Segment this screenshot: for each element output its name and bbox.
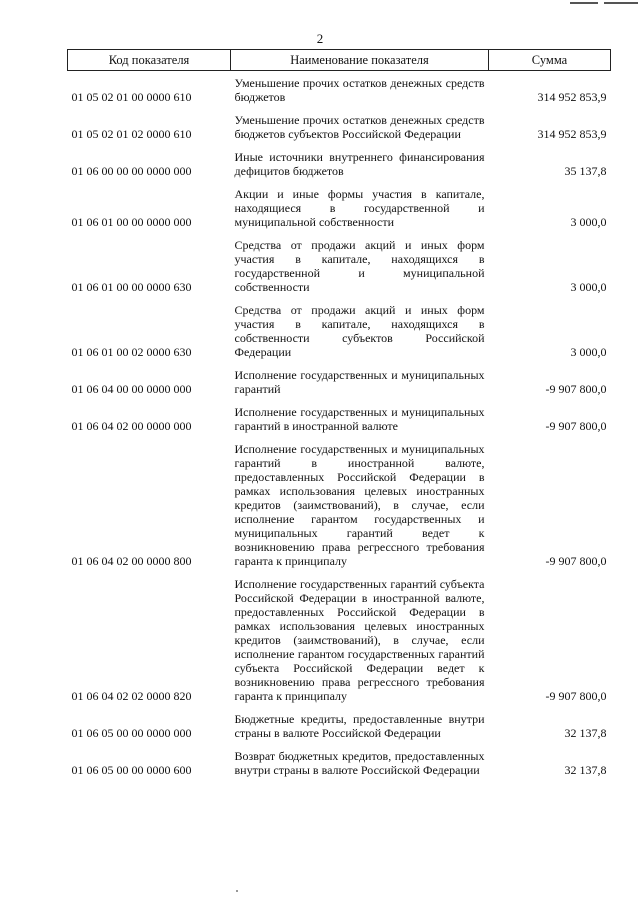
row-code: 01 06 05 00 00 0000 000 bbox=[71, 726, 192, 740]
table-header-row bbox=[68, 50, 611, 71]
row-sum: -9 907 800,0 bbox=[545, 419, 607, 433]
row-sum: 35 137,8 bbox=[564, 164, 607, 178]
budget-sources-table bbox=[67, 49, 611, 781]
row-code: 01 06 04 02 00 0000 800 bbox=[71, 554, 192, 568]
row-sum: -9 907 800,0 bbox=[545, 689, 607, 703]
table-row bbox=[68, 71, 611, 109]
row-code: 01 06 01 00 00 0000 000 bbox=[71, 215, 192, 229]
page-number: 2 bbox=[316, 31, 324, 46]
header-code: Код показателя bbox=[68, 50, 231, 71]
table-row bbox=[68, 437, 611, 572]
row-code: 01 06 04 02 02 0000 820 bbox=[71, 689, 192, 703]
row-name: Исполнение государственных и муниципальных гарантий в иностранной валюте, предоставленных Российской Федерации в рамках использования целевых иностранных кредитов (заимствований), в случае, если исполнение гарантом государственных и муниципальных гарантий ведет к возникновению права регрессного требования гаранта к принципалу bbox=[234, 442, 485, 568]
row-sum: 3 000,0 bbox=[570, 215, 607, 229]
row-name: Уменьшение прочих остатков денежных средств бюджетов bbox=[234, 76, 485, 104]
row-code: 01 06 01 00 00 0000 630 bbox=[71, 280, 192, 294]
row-name: Исполнение государственных гарантий субъекта Российской Федерации в иностранной валюте, предоставленных Российской Федерации в рамках использования целевых иностранных кредитов (заимствований), в случае, если исполнение гарантом государственных гарантий субъекта Российской Федерации ведет к возникновению права регрессного требования гаранта к принципалу bbox=[234, 577, 485, 703]
row-code: 01 06 05 00 00 0000 600 bbox=[71, 763, 192, 777]
header-name: Наименование показателя bbox=[231, 50, 489, 71]
row-code: 01 06 04 00 00 0000 000 bbox=[71, 382, 192, 396]
row-name: Исполнение государственных и муниципальных гарантий bbox=[234, 368, 485, 396]
table-row bbox=[68, 233, 611, 298]
row-name: Средства от продажи акций и иных форм участия в капитале, находящихся в государственной и муниципальной собственности bbox=[234, 238, 485, 294]
row-name: Акции и иные формы участия в капитале, находящиеся в государственной и муниципальной собственности bbox=[234, 187, 485, 229]
row-code: 01 06 00 00 00 0000 000 bbox=[71, 164, 192, 178]
row-code: 01 06 04 02 00 0000 000 bbox=[71, 419, 192, 433]
row-sum: 3 000,0 bbox=[570, 345, 607, 359]
table-row bbox=[68, 400, 611, 437]
table-row bbox=[68, 298, 611, 363]
row-name: Возврат бюджетных кредитов, предоставленных внутри страны в валюте Российской Федерации bbox=[234, 749, 485, 777]
row-sum: 314 952 853,9 bbox=[537, 90, 607, 104]
table-row bbox=[68, 363, 611, 400]
row-name: Средства от продажи акций и иных форм участия в капитале, находящихся в собственности субъектов Российской Федерации bbox=[234, 303, 485, 359]
row-sum: 32 137,8 bbox=[564, 726, 607, 740]
row-code: 01 05 02 01 00 0000 610 bbox=[71, 90, 192, 104]
row-sum: 32 137,8 bbox=[564, 763, 607, 777]
row-name: Уменьшение прочих остатков денежных средств бюджетов субъектов Российской Федерации bbox=[234, 113, 485, 141]
row-name: Бюджетные кредиты, предоставленные внутри страны в валюте Российской Федерации bbox=[234, 712, 485, 740]
table-row bbox=[68, 707, 611, 744]
row-sum: 314 952 853,9 bbox=[537, 127, 607, 141]
scan-corner-mark bbox=[568, 0, 640, 8]
row-sum: -9 907 800,0 bbox=[545, 554, 607, 568]
row-sum: 3 000,0 bbox=[570, 280, 607, 294]
row-name: Исполнение государственных и муниципальных гарантий в иностранной валюте bbox=[234, 405, 485, 433]
table-row bbox=[68, 572, 611, 707]
table-row bbox=[68, 744, 611, 781]
header-sum: Сумма bbox=[489, 50, 611, 71]
row-code: 01 05 02 01 02 0000 610 bbox=[71, 127, 192, 141]
row-sum: -9 907 800,0 bbox=[545, 382, 607, 396]
table-row bbox=[68, 145, 611, 182]
row-name: Иные источники внутреннего финансирования дефицитов бюджетов bbox=[234, 150, 485, 178]
table-row bbox=[68, 108, 611, 145]
scan-speck bbox=[236, 890, 238, 892]
table-row bbox=[68, 182, 611, 233]
row-code: 01 06 01 00 02 0000 630 bbox=[71, 345, 192, 359]
